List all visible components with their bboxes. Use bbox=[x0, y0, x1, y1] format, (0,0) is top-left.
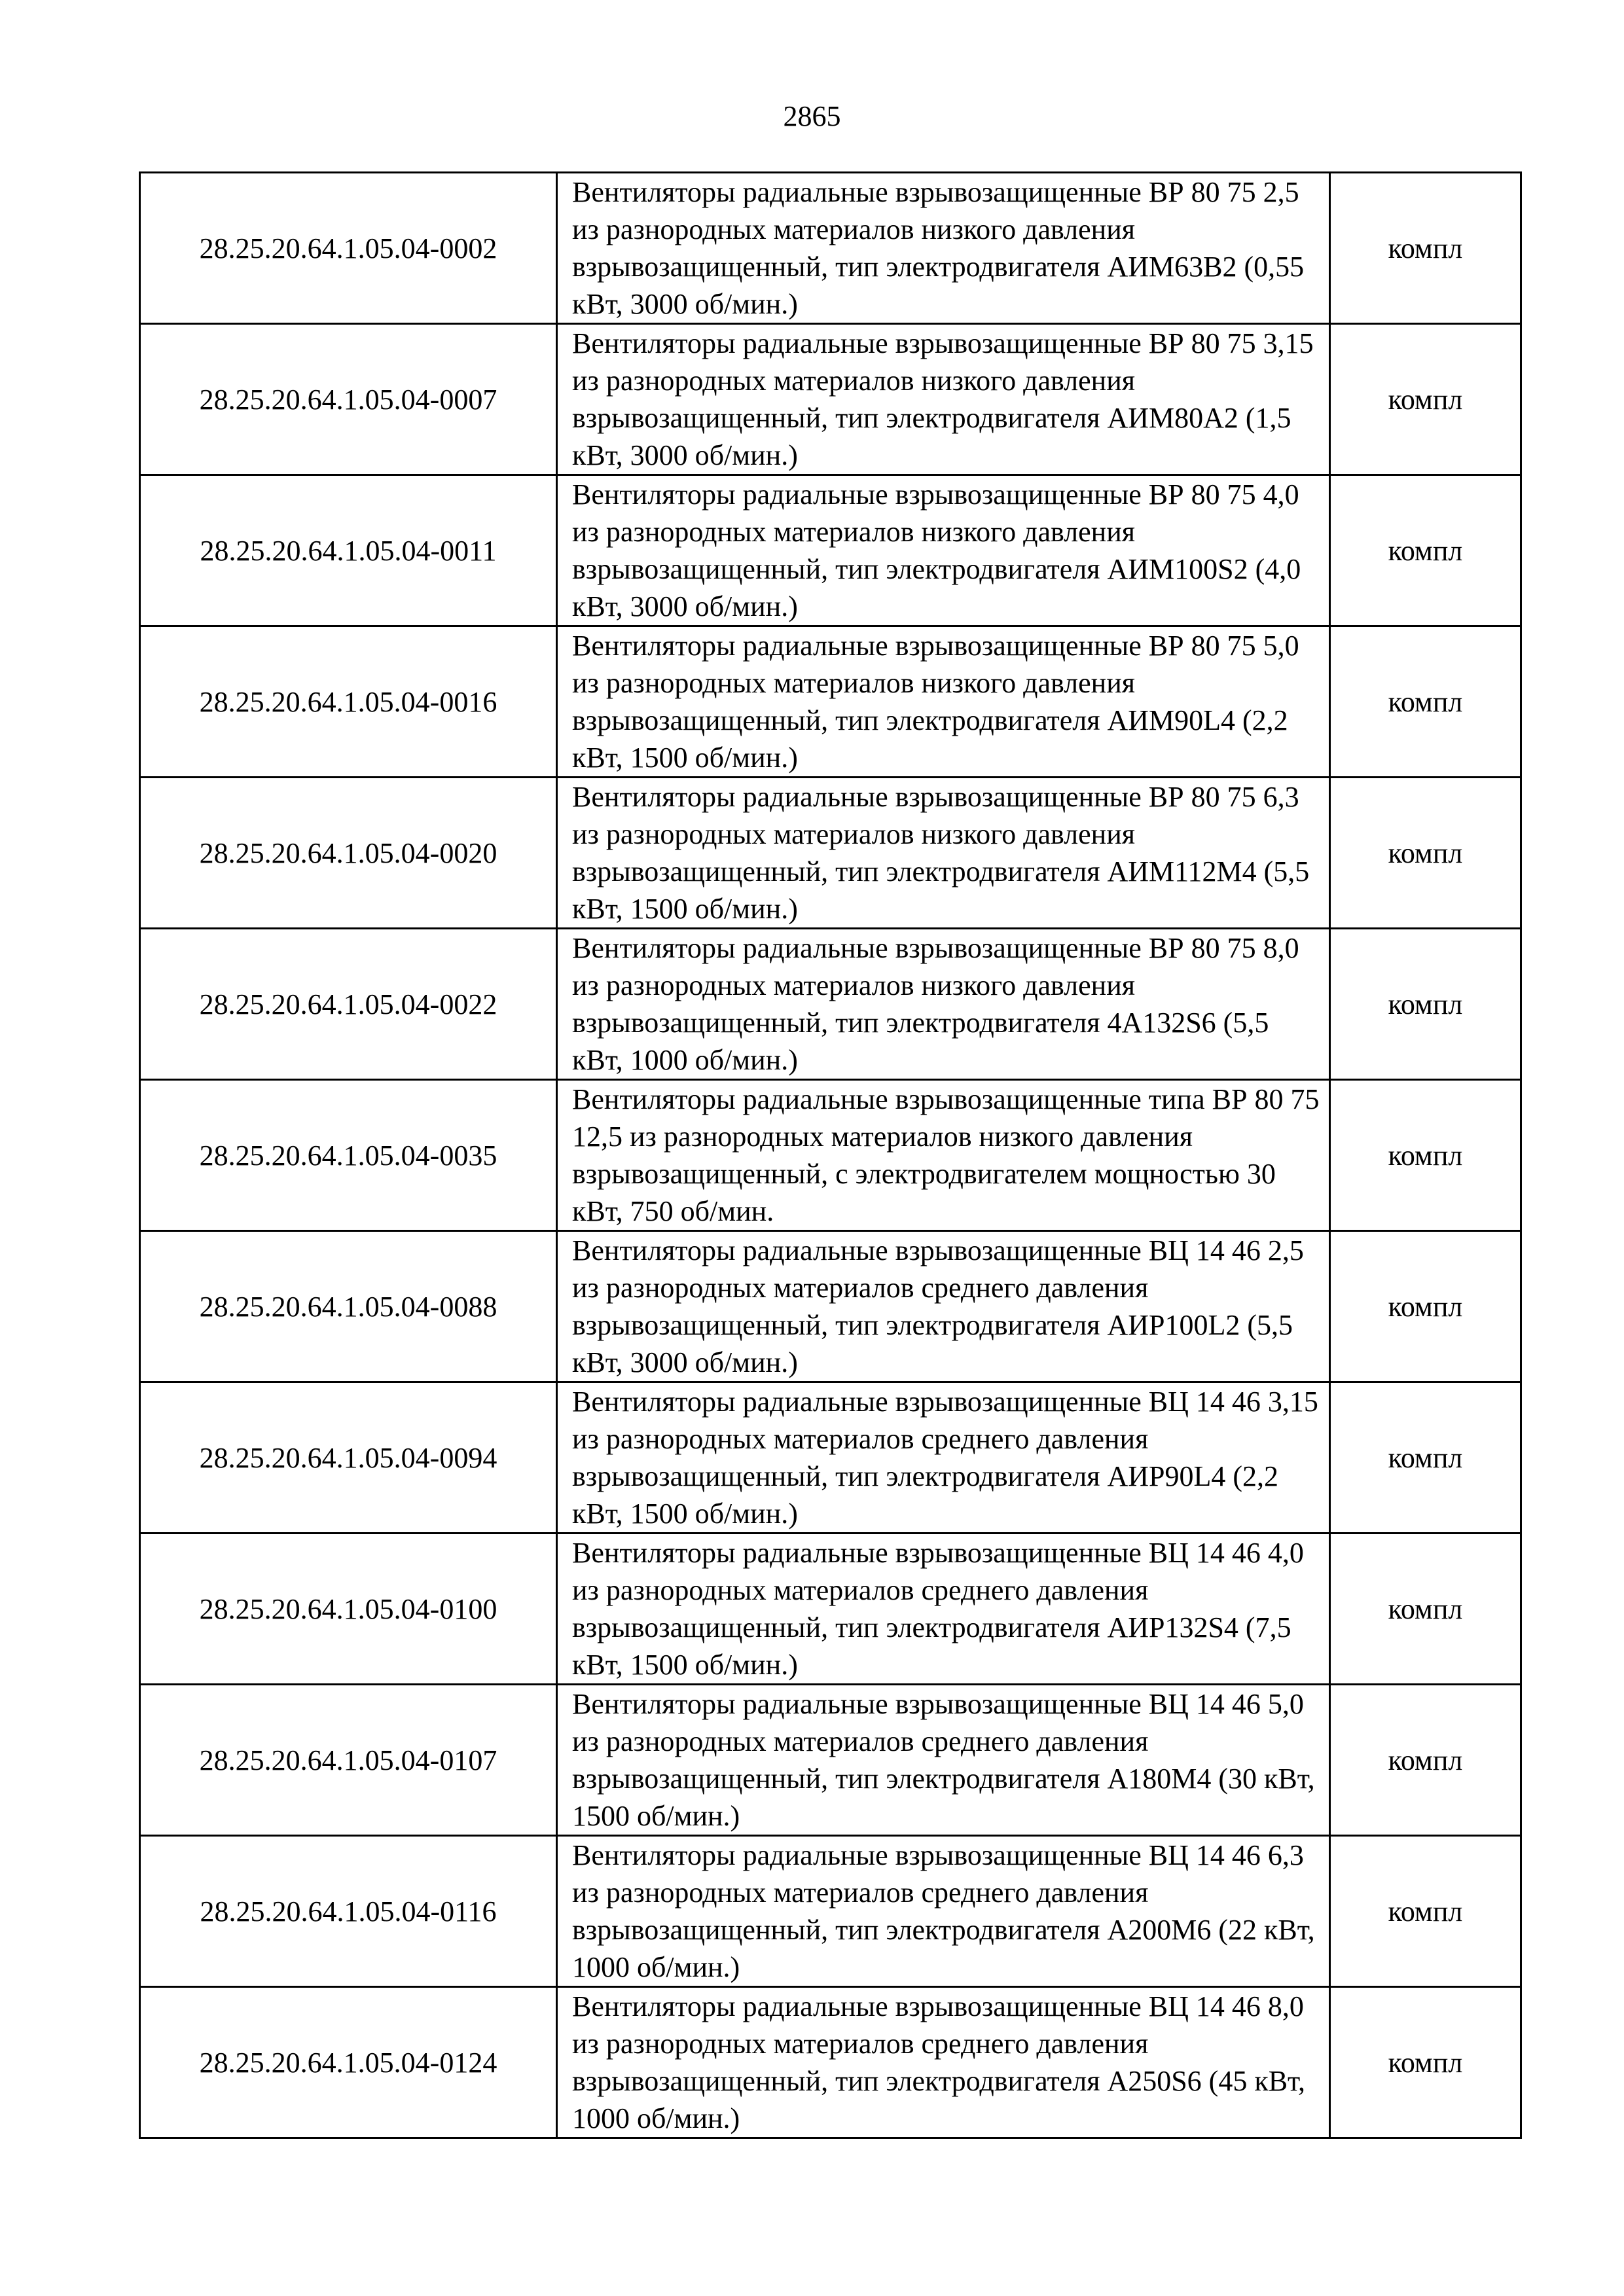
resource-code: 28.25.20.64.1.05.04-0035 bbox=[140, 1080, 557, 1231]
resource-unit: компл bbox=[1330, 1080, 1521, 1231]
resource-description: Вентиляторы радиальные взрывозащищенные ВР 80 75 6,3 из разнородных материалов низкого давления взрывозащищенный, тип электродвигателя АИМ112М4 (5,5 кВт, 1500 об/мин.) bbox=[557, 778, 1330, 929]
resource-description: Вентиляторы радиальные взрывозащищенные ВЦ 14 46 3,15 из разнородных материалов среднего давления взрывозащищенный, тип электродвигателя АИР90L4 (2,2 кВт, 1500 об/мин.) bbox=[557, 1382, 1330, 1534]
resource-code: 28.25.20.64.1.05.04-0100 bbox=[140, 1534, 557, 1685]
table-row bbox=[140, 1534, 1521, 1685]
resource-description: Вентиляторы радиальные взрывозащищенные ВЦ 14 46 5,0 из разнородных материалов среднего давления взрывозащищенный, тип электродвигателя А180М4 (30 кВт, 1500 об/мин.) bbox=[557, 1685, 1330, 1836]
resource-code: 28.25.20.64.1.05.04-0002 bbox=[140, 173, 557, 324]
resource-unit: компл bbox=[1330, 778, 1521, 929]
resource-unit: компл bbox=[1330, 929, 1521, 1080]
resource-description: Вентиляторы радиальные взрывозащищенные ВЦ 14 46 8,0 из разнородных материалов среднего давления взрывозащищенный, тип электродвигателя А250S6 (45 кВт, 1000 об/мин.) bbox=[557, 1987, 1330, 2138]
resource-unit: компл bbox=[1330, 1382, 1521, 1534]
resource-unit: компл bbox=[1330, 626, 1521, 778]
table-row bbox=[140, 1987, 1521, 2138]
resource-description: Вентиляторы радиальные взрывозащищенные ВР 80 75 8,0 из разнородных материалов низкого давления взрывозащищенный, тип электродвигателя 4А132S6 (5,5 кВт, 1000 об/мин.) bbox=[557, 929, 1330, 1080]
resource-table-body bbox=[140, 173, 1521, 2138]
resource-code: 28.25.20.64.1.05.04-0022 bbox=[140, 929, 557, 1080]
resource-description: Вентиляторы радиальные взрывозащищенные ВЦ 14 46 4,0 из разнородных материалов среднего давления взрывозащищенный, тип электродвигателя АИР132S4 (7,5 кВт, 1500 об/мин.) bbox=[557, 1534, 1330, 1685]
resource-code: 28.25.20.64.1.05.04-0107 bbox=[140, 1685, 557, 1836]
table-row bbox=[140, 778, 1521, 929]
resource-unit: компл bbox=[1330, 1534, 1521, 1685]
resource-description: Вентиляторы радиальные взрывозащищенные ВР 80 75 2,5 из разнородных материалов низкого давления взрывозащищенный, тип электродвигателя АИМ63В2 (0,55 кВт, 3000 об/мин.) bbox=[557, 173, 1330, 324]
resource-code: 28.25.20.64.1.05.04-0007 bbox=[140, 324, 557, 475]
table-row bbox=[140, 1231, 1521, 1382]
resource-unit: компл bbox=[1330, 1987, 1521, 2138]
table-row bbox=[140, 626, 1521, 778]
resource-description: Вентиляторы радиальные взрывозащищенные ВР 80 75 5,0 из разнородных материалов низкого давления взрывозащищенный, тип электродвигателя АИМ90L4 (2,2 кВт, 1500 об/мин.) bbox=[557, 626, 1330, 778]
resource-code: 28.25.20.64.1.05.04-0094 bbox=[140, 1382, 557, 1534]
table-row bbox=[140, 1836, 1521, 1987]
resource-description: Вентиляторы радиальные взрывозащищенные ВР 80 75 3,15 из разнородных материалов низкого давления взрывозащищенный, тип электродвигателя АИМ80А2 (1,5 кВт, 3000 об/мин.) bbox=[557, 324, 1330, 475]
resource-unit: компл bbox=[1330, 324, 1521, 475]
resource-unit: компл bbox=[1330, 1231, 1521, 1382]
resource-code: 28.25.20.64.1.05.04-0088 bbox=[140, 1231, 557, 1382]
table-row bbox=[140, 1685, 1521, 1836]
table-row bbox=[140, 324, 1521, 475]
resource-code: 28.25.20.64.1.05.04-0020 bbox=[140, 778, 557, 929]
resource-description: Вентиляторы радиальные взрывозащищенные ВР 80 75 4,0 из разнородных материалов низкого давления взрывозащищенный, тип электродвигателя АИМ100S2 (4,0 кВт, 3000 об/мин.) bbox=[557, 475, 1330, 626]
resource-code: 28.25.20.64.1.05.04-0116 bbox=[140, 1836, 557, 1987]
table-row bbox=[140, 1080, 1521, 1231]
resource-unit: компл bbox=[1330, 1685, 1521, 1836]
resource-description: Вентиляторы радиальные взрывозащищенные типа ВР 80 75 12,5 из разнородных материалов низкого давления взрывозащищенный, с электродвигателем мощностью 30 кВт, 750 об/мин. bbox=[557, 1080, 1330, 1231]
resource-table bbox=[139, 171, 1522, 2139]
table-row bbox=[140, 929, 1521, 1080]
resource-code: 28.25.20.64.1.05.04-0124 bbox=[140, 1987, 557, 2138]
page-number: 2865 bbox=[783, 100, 841, 132]
table-row bbox=[140, 173, 1521, 324]
resource-code: 28.25.20.64.1.05.04-0016 bbox=[140, 626, 557, 778]
table-row bbox=[140, 1382, 1521, 1534]
resource-description: Вентиляторы радиальные взрывозащищенные ВЦ 14 46 2,5 из разнородных материалов среднего давления взрывозащищенный, тип электродвигателя АИР100L2 (5,5 кВт, 3000 об/мин.) bbox=[557, 1231, 1330, 1382]
resource-code: 28.25.20.64.1.05.04-0011 bbox=[140, 475, 557, 626]
resource-unit: компл bbox=[1330, 1836, 1521, 1987]
resource-unit: компл bbox=[1330, 173, 1521, 324]
resource-description: Вентиляторы радиальные взрывозащищенные ВЦ 14 46 6,3 из разнородных материалов среднего давления взрывозащищенный, тип электродвигателя А200М6 (22 кВт, 1000 об/мин.) bbox=[557, 1836, 1330, 1987]
resource-unit: компл bbox=[1330, 475, 1521, 626]
table-row bbox=[140, 475, 1521, 626]
